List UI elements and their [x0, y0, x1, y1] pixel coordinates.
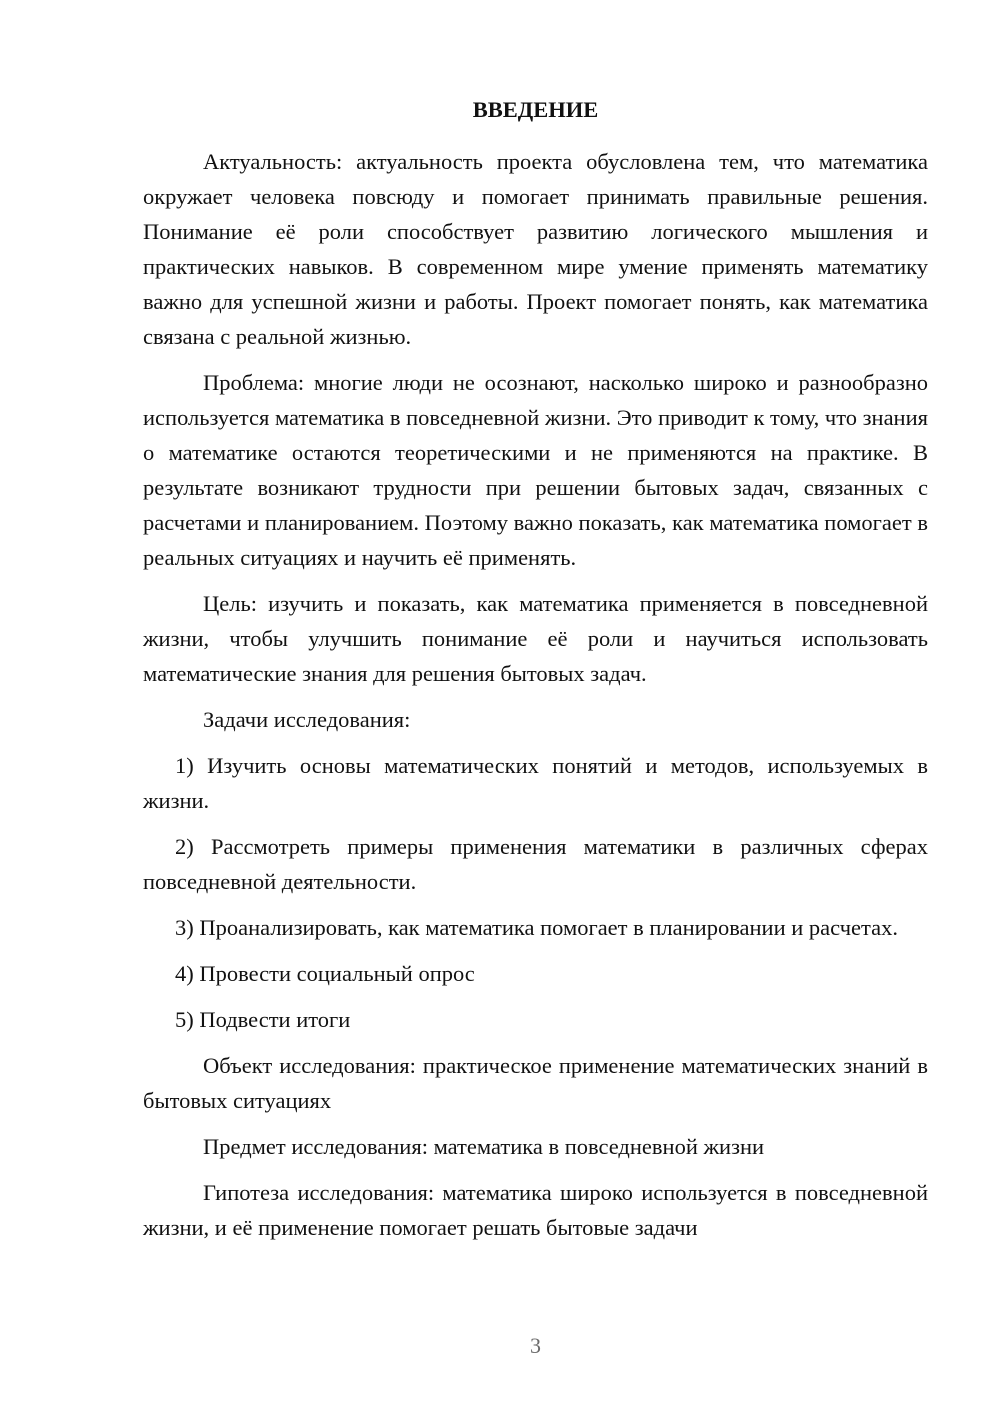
hypothesis-paragraph: Гипотеза исследования: математика широко используется в повседневной жизни, и её применение помогает решать бытовые задачи — [143, 1180, 928, 1240]
tasks-title: Задачи исследования: — [203, 707, 411, 732]
object-paragraph: Объект исследования: практическое применение математических знаний в бытовых ситуациях — [143, 1053, 928, 1113]
task-item-2: 2) Рассмотреть примеры применения математики в различных сферах повседневной деятельности. — [143, 834, 928, 894]
page-number: 3 — [530, 1333, 541, 1358]
task-item-4: 4) Провести социальный опрос — [175, 961, 475, 986]
page-title: ВВЕДЕНИЕ — [472, 97, 599, 122]
problem-paragraph: Проблема: многие люди не осознают, насколько широко и разнообразно используется математика в повседневной жизни. Это приводит к тому, что знания о математике остаются теоретическими и не применяются на практике. В результате возникают трудности при решении бытовых задач, связанных с расчетами и планированием. Поэтому важно показать, как математика помогает в реальных ситуациях и научить её применять. — [143, 370, 928, 570]
subject-paragraph: Предмет исследования: математика в повседневной жизни — [203, 1134, 765, 1159]
relevance-paragraph: Актуальность: актуальность проекта обусловлена тем, что математика окружает человека повсюду и помогает принимать правильные решения. Понимание её роли способствует развитию логического мышления и практических навыков. В современном мире умение применять математику важно для успешной жизни и работы. Проект помогает понять, как математика связана с реальной жизнью. — [143, 149, 928, 349]
task-item-1: 1) Изучить основы математических понятий и методов, используемых в жизни. — [143, 753, 928, 813]
document-page — [143, 92, 928, 1256]
goal-paragraph: Цель: изучить и показать, как математика применяется в повседневной жизни, чтобы улучшить понимание её роли и научиться использовать математические знания для решения бытовых задач. — [143, 591, 928, 686]
task-item-5: 5) Подвести итоги — [175, 1007, 351, 1032]
task-item-3: 3) Проанализировать, как математика помогает в планировании и расчетах. — [175, 915, 898, 940]
